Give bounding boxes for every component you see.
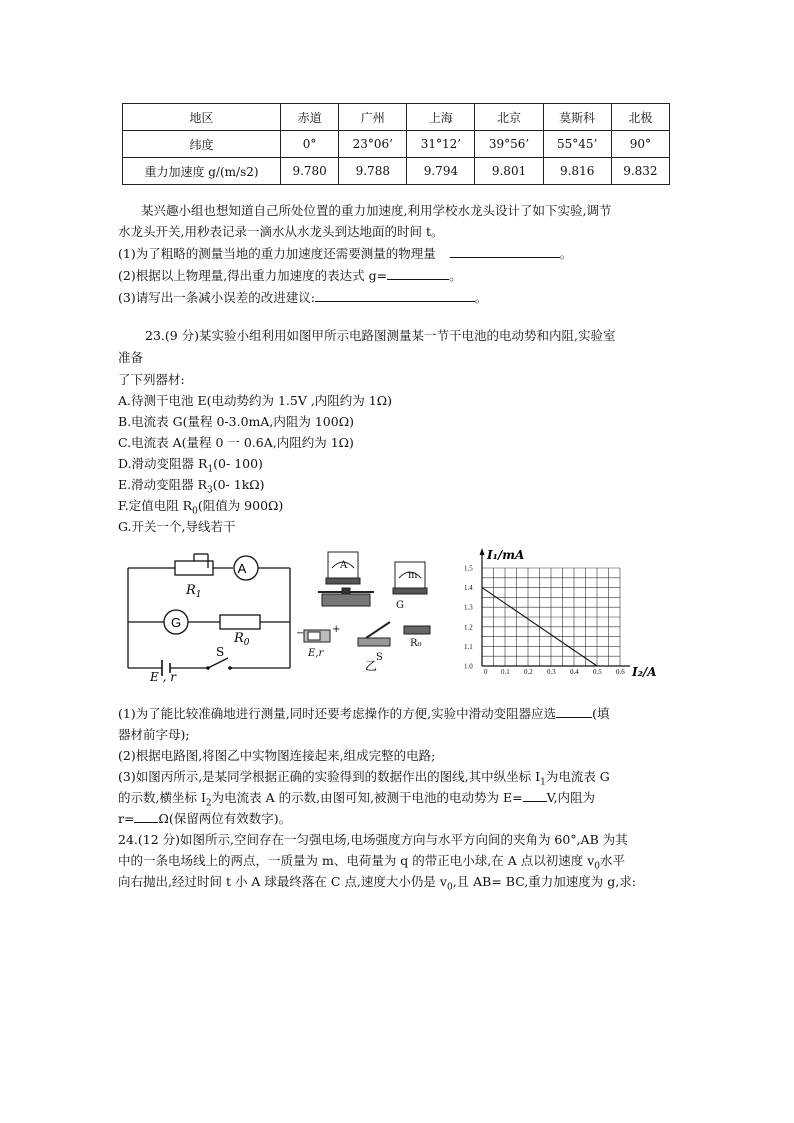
apparatus-label-g: G (396, 600, 404, 611)
table-cell: 9.816 (543, 158, 611, 185)
q24-line-3-sub: 0 (446, 882, 453, 893)
apparatus-label-minus: − (296, 628, 305, 639)
q24-line-3-pre: 向右抛出,经过时间 t 小 A 球最终落在 C 点,速度大小仍是 v (118, 874, 447, 889)
y-tick-label: 1.5 (464, 564, 473, 573)
q23-sub-1a-end: (填 (592, 706, 610, 721)
q23-sub-3c-post: Ω(保留两位有效数字)。 (158, 811, 292, 826)
table-cell: 上海 (407, 104, 475, 131)
graph-ylabel: I₁/mA (487, 548, 525, 562)
table-cell: 55°45’ (543, 131, 611, 158)
x-tick-label: 0.4 (570, 668, 579, 676)
gravity-table (122, 103, 670, 185)
table-cell: 北极 (611, 104, 669, 131)
q23-item-b: B.电流表 G(量程 0-3.0mA,内阻为 100Ω) (118, 414, 354, 429)
y-tick-label: 1.0 (464, 662, 473, 671)
table-cell: 9.801 (475, 158, 543, 185)
q24-line-3-post: ,且 AB= BC,重力加速度为 g,求: (452, 874, 636, 889)
table-cell: 9.788 (339, 158, 407, 185)
q23-sub-3b-sub: 2 (205, 798, 212, 809)
q22-end-2: 。 (449, 268, 462, 283)
switch-device (358, 638, 390, 646)
q24-line-2 (118, 851, 625, 872)
graph-xlabel: I₂/A (632, 665, 657, 679)
y-tick-label: 1.2 (464, 623, 473, 632)
q22-answer-blank-3[interactable] (315, 289, 475, 302)
q23-item-d-sub: 1 (207, 464, 214, 475)
table-row-header: 纬度 (123, 131, 281, 158)
q24-line-2-post: 水平 (600, 853, 626, 868)
x-tick-label: 0.5 (593, 668, 602, 676)
apparatus-label-m: m (408, 570, 418, 581)
q23-intro-1: 23.(9 分)某实验小组利用如图甲所示电路图测量某一节干电池的电动势和内阻,实验室 (145, 328, 616, 343)
q23-sub-3a (118, 767, 610, 788)
q23-answer-blank-e[interactable] (523, 789, 547, 802)
table-cell: 9.780 (281, 158, 339, 185)
q23-item-e-pre: E.滑动变阻器 R (118, 477, 207, 492)
q23-item-e-sub: 3 (206, 485, 213, 496)
q23-item-e-post: (0- 1kΩ) (212, 477, 265, 492)
apparatus-label-a: A (340, 560, 348, 571)
q23-sub-3b-post: 为电流表 A 的示数,由图可知,被测干电池的电动势为 E= (211, 790, 523, 805)
q24-line-2-sub: 0 (594, 861, 600, 872)
q23-sub-3a-pre: (3)如图丙所示,是某同学根据正确的实验得到的数据作出的图线,其中纵坐标 I (118, 769, 541, 784)
table-cell: 莫斯科 (543, 104, 611, 131)
table-cell: 39°56’ (475, 131, 543, 158)
table-cell: 赤道 (281, 104, 339, 131)
y-tick-label: 1.3 (464, 603, 473, 612)
q22-part-3-text: (3)请写出一条减小误差的改进建议: (118, 290, 315, 305)
table-cell: 31°12’ (407, 131, 475, 158)
circuit-label-g: G (170, 615, 182, 630)
q23-intro-2: 准备 (118, 350, 144, 365)
table-row (123, 158, 670, 185)
q23-sub-1a (118, 704, 610, 722)
q22-part-3 (118, 288, 487, 306)
x-tick-label: 0.6 (616, 668, 625, 676)
circuit-label-r0-main: R (234, 631, 244, 646)
apparatus-label-plus: + (332, 624, 341, 635)
r1-resistor (175, 561, 213, 575)
circuit-label-r1 (185, 583, 202, 600)
q22-intro-1: 某兴趣小组也想知道自己所处位置的重力加速度,利用学校水龙头设计了如下实验,调节 (141, 203, 612, 218)
circuit-label-er: E , r (150, 670, 176, 684)
q23-answer-blank-1[interactable] (556, 705, 592, 718)
circuit-label-r0-sub: 0 (243, 638, 250, 648)
x-tick-label: 0.1 (501, 668, 510, 676)
apparatus-label-r0: R₀ (410, 638, 422, 649)
q22-part-1 (118, 244, 572, 262)
q23-item-d-pre: D.滑动变阻器 R (118, 456, 208, 471)
q23-item-d (118, 454, 263, 475)
figure-label-yi: 乙 (365, 659, 378, 673)
table-cell: 90° (611, 131, 669, 158)
apparatus-label-s: S (376, 652, 383, 663)
q23-item-f-post: (阻值为 900Ω) (197, 498, 284, 513)
q22-end-3: 。 (474, 290, 488, 305)
x-tick-label: 0.2 (524, 668, 533, 676)
table-cell: 北京 (475, 104, 543, 131)
x-tick-label: 0.3 (547, 668, 556, 676)
q22-part-1-text: (1)为了粗略的测量当地的重力加速度还需要测量的物理量 (118, 246, 436, 261)
circuit-label-r0 (233, 631, 250, 648)
x-tick-label: 0 (484, 668, 488, 676)
q22-end-1: 。 (559, 246, 573, 261)
q23-item-f-pre: F.定值电阻 R (118, 498, 193, 513)
q23-sub-3a-post: 为电流表 G (545, 769, 610, 784)
table-cell: 广州 (339, 104, 407, 131)
q24-line-1: 24.(12 分)如图所示,空间存在一匀强电场,电场强度方向与水平方向间的夹角为 60°,AB 为其 (118, 832, 628, 847)
y-axis-arrow (480, 548, 485, 555)
y-tick-label: 1.4 (464, 584, 473, 593)
q23-answer-blank-r[interactable] (134, 810, 158, 823)
y-tick-label: 1.1 (464, 642, 473, 651)
q23-sub-2: (2)根据电路图,将图乙中实物图连接起来,组成完整的电路; (118, 748, 436, 763)
circuit-label-s: S (216, 645, 225, 659)
q24-line-2-pre: 中的一条电场线上的两点，一质量为 m、电荷量为 q 的带正电小球,在 A 点以初速度 v (118, 853, 595, 868)
q23-sub-3a-sub: 1 (540, 777, 546, 788)
q22-answer-blank-1[interactable] (450, 245, 560, 258)
apparatus-figure (290, 548, 445, 673)
r0-resistor (220, 615, 260, 629)
table-cell: 9.832 (611, 158, 669, 185)
circuit-label-a: A (237, 561, 247, 576)
q23-sub-1a-text: (1)为了能比较准确地进行测量,同时还要考虑操作的方便,实验中滑动变阻器应选 (118, 706, 557, 721)
r0-device (404, 626, 430, 634)
q23-item-c: C.电流表 A(量程 0 一 0.6A,内阻约为 1Ω) (118, 435, 354, 450)
q23-sub-3c-pre: r= (118, 811, 135, 826)
table-row (123, 131, 670, 158)
circuit-label-r1-sub: 1 (195, 590, 202, 600)
q23-sub-3b-end: V,内阻为 (546, 790, 595, 805)
q23-item-f-sub: 0 (192, 506, 198, 517)
circuit-diagram (120, 550, 300, 685)
i1-i2-graph (460, 548, 665, 680)
q23-sub-3c (118, 809, 291, 827)
q23-item-f (118, 496, 283, 517)
table-row (123, 104, 670, 131)
q23-sub-3b (118, 788, 595, 809)
table-cell: 0° (281, 131, 339, 158)
table-cell: 9.794 (407, 158, 475, 185)
q23-sub-3b-pre: 的示数,横坐标 I (118, 790, 206, 805)
q23-item-d-post: (0- 100) (213, 456, 263, 471)
q23-sub-1b: 器材前字母); (118, 727, 190, 742)
q23-item-a: A.待测干电池 E(电动势约为 1.5V ,内阻约为 1Ω) (118, 393, 392, 408)
q22-part-2 (118, 266, 462, 284)
circuit-label-r1-main: R (186, 583, 196, 598)
apparatus-label-er: E,r (308, 648, 324, 659)
table-row-header: 地区 (123, 104, 281, 131)
q22-part-2-text: (2)根据以上物理量,得出重力加速度的表达式 g= (118, 268, 388, 283)
q23-intro-3: 了下列器材: (118, 372, 185, 387)
rheostat-device (322, 594, 370, 606)
q24-line-3 (118, 872, 636, 893)
q22-answer-blank-2[interactable] (387, 267, 449, 280)
table-cell: 23°06’ (339, 131, 407, 158)
q23-item-g: G.开关一个,导线若干 (118, 519, 236, 534)
q22-intro-2: 水龙头开关,用秒表记录一滴水从水龙头到达地面的时间 t。 (118, 224, 444, 239)
table-row-header: 重力加速度 g/(m/s2) (123, 158, 281, 185)
q23-item-e (118, 475, 265, 496)
